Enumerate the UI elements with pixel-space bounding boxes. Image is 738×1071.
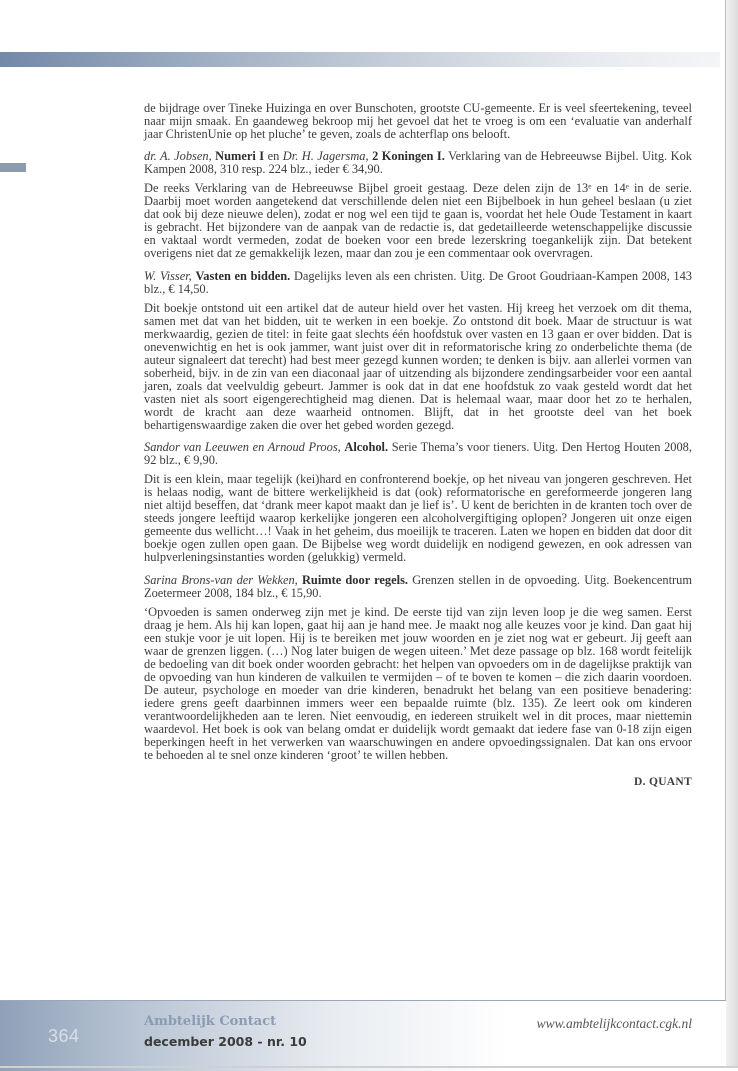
review-reference-4 <box>144 574 692 600</box>
review-3-details: Serie Thema’s voor tieners. Uitg. Den Hertog Houten 2008, 92 blz., € 9,90. <box>144 440 692 468</box>
review-3-title: Alcohol. <box>344 440 389 455</box>
review-4-author: Sarina Brons-van der Wekken, <box>144 572 298 587</box>
review-reference-2 <box>144 270 692 296</box>
margin-marker <box>0 163 26 172</box>
magazine-issue: december 2008 - nr. 10 <box>144 1034 307 1049</box>
review-4-details: Grenzen stellen in de opvoeding. Uitg. Boekencentrum Zoetermeer 2008, 184 blz., € 15,90. <box>144 572 692 600</box>
article-body <box>144 102 692 789</box>
review-body-2: Dit boekje ontstond uit een artikel dat de auteur hield over het vasten. Hij kreeg het verzoek om dit thema, samen met dat van het bidden, uit te werken in een boekje. Zo ontstond dit boek. Maar de structuur is wat merkwaardig, gezien de titel: in feite gaat slechts één hoofdstuk over vasten en 13 gaan er over bidden. Dat is onevenwichtig en het is ook jammer, want juist over dit in reformatorische kring zo onderbelichte thema (de auteur signaleert dat terecht) had best meer gezegd kunnen worden; te denken is bijv. aan allerlei vormen van soberheid, bijv. in de zin van een diaconaal jaar of uitzending als bijzondere zendingsarbeider voor een aantal jaren, zoals dat veelvuldig gebeurt. Jammer is ook dat in dat ene hoofdstuk zo vaak gesteld wordt dat het vasten niet als soort eigengerechtigheid mag dienen. Dat is helemaal waar, maar door het zo te herhalen, wordt de kracht aan deze waarheid ontnomen. Blijft, dat in het grootste deel van het boek behartigenswaardige zaken die over het gebed worden gezegd. <box>144 300 692 433</box>
review-1-author-2: Dr. H. Jagersma, <box>282 149 369 164</box>
page-edge-shadow <box>726 0 738 1068</box>
review-4-title: Ruimte door regels. <box>301 572 408 587</box>
review-body-3: Dit is een klein, maar tegelijk (kei)hard en confronterend boekje, op het niveau van jongeren geschreven. Het is helaas nodig, want de bittere werkelijkheid is dat (ook) reformatorische en gereformeerde jongeren lang niet altijd beseffen, dat ‘drank meer kapot maakt dan je lief is’. U kent de berichten in de kranten toch over de steeds jongere leeftijd waarop kerkelijke jongeren een alcoholvergiftiging oplopen? Jongeren uit onze eigen gemeente dus wellicht…! Vaak in het geheim, dus moeilijk te traceren. Laten we hopen en bidden dat door dit boekje ogen zullen open gaan. De Bijbelse weg wordt duidelijk en nodigend gewezen, en ook adressen van hulpverleningsinstanties worden (gelukkig) vermeld. <box>144 472 692 565</box>
review-1-join: en <box>267 149 280 164</box>
review-body-4: ‘Opvoeden is samen onderweg zijn met je kind. De eerste tijd van zijn leven loop je die weg samen. Eerst draag je hem. Als hij kan lopen, gaat hij aan je hand mee. Je maakt nog alle keuzes voor je kind. Dan gaat hij een stukje voor je uit lopen. Hij is te bereiken met jouw woorden en je ziet nog wat er gebeurt. Jij geeft aan waar de grenzen liggen. (…) Nog later buigen de wegen uiteen.’ Met deze passage op blz. 168 wordt feitelijk de bedoeling van dit boek onder woorden gebracht: het helpen van opvoeders om in de dagelijkse praktijk van de opvoeding van hun kinderen de valkuilen te vermijden – of te boven te komen – die zich daarin voordoen. De auteur, psychologe en moeder van drie kinderen, benadrukt het belang van een positieve benadering: iedere grens geeft daarbinnen immers weer een bepaalde ruimte (blz. 135). Ze leert ook om kinderen verantwoordelijkheden aan te leren. Niet eenvoudig, en iedereen struikelt wel in dit proces, maar niettemin waardevol. Het boek is ook van belang omdat er duidelijk wordt gemaakt dat iedere fase van 0-18 zijn eigen beperkingen heeft in het verwerken van waarschuwingen en andere opvoedingssignalen. Dat kan ons ervoor te behoeden al te snel onze kinderen ‘groot’ te willen hebben. <box>144 604 692 763</box>
review-body-1: De reeks Verklaring van de Hebreeuwse Bijbel groeit gestaag. Deze delen zijn de 13ᵉ en 14ᵉ in de serie. Daarbij moet worden aangetekend dat verschillende delen niet een Bijbelboek in hun geheel beslaan (u ziet dat ook bij deze nieuwe delen), zodat er nog wel een tijd te gaan is, voordat het hele Oude Testament in kaart is gebracht. Het bijzondere van de aanpak van de redactie is, dat gedetailleerde wetenschappelijke discussie en vaktaal wordt vermeden, zodat de boeken voor een brede lezerskring toegankelijk zijn. Dat betekent overigens niet dat ze gemakkelijk lezen, maar dan zou je een commentaar ook overvragen. <box>144 181 692 261</box>
review-2-details: Dagelijks leven als een christen. Uitg. De Groot Goudriaan-Kampen 2008, 143 blz., € 14,50. <box>144 268 692 296</box>
review-1-details: Verklaring van de Hebreeuwse Bijbel. Uitg. Kok Kampen 2008, 310 resp. 224 blz., ieder € 34,90. <box>144 149 692 177</box>
review-1-title-2: 2 Koningen I. <box>372 149 445 164</box>
magazine-url: www.ambtelijkcontact.cgk.nl <box>536 1016 692 1031</box>
review-2-title: Vasten en bidden. <box>195 268 291 283</box>
review-reference-3 <box>144 441 692 467</box>
author-signature: D. QUANT <box>634 776 692 789</box>
review-1-title-1: Numeri I <box>215 149 265 164</box>
review-2-author: W. Visser, <box>144 268 192 283</box>
header-color-band <box>0 52 720 67</box>
magazine-title: Ambtelijk Contact <box>144 1014 277 1029</box>
footer-color-band <box>0 1001 726 1071</box>
review-3-author: Sandor van Leeuwen en Arnoud Proos, <box>144 440 341 455</box>
page-number: 364 <box>48 1026 80 1046</box>
review-reference-1 <box>144 150 692 176</box>
intro-paragraph: de bijdrage over Tineke Huizinga en over Bunschoten, grootste CU-gemeente. Er is veel sfeertekening, teveel naar mijn smaak. En gaandeweg bekroop mij het gevoel dat het te vroeg is om een ‘evaluatie van anderhalf jaar ChristenUnie op het pluche’ te geven, zoals de achterflap ons belooft. <box>144 101 692 142</box>
review-1-author-1: dr. A. Jobsen, <box>144 149 212 164</box>
